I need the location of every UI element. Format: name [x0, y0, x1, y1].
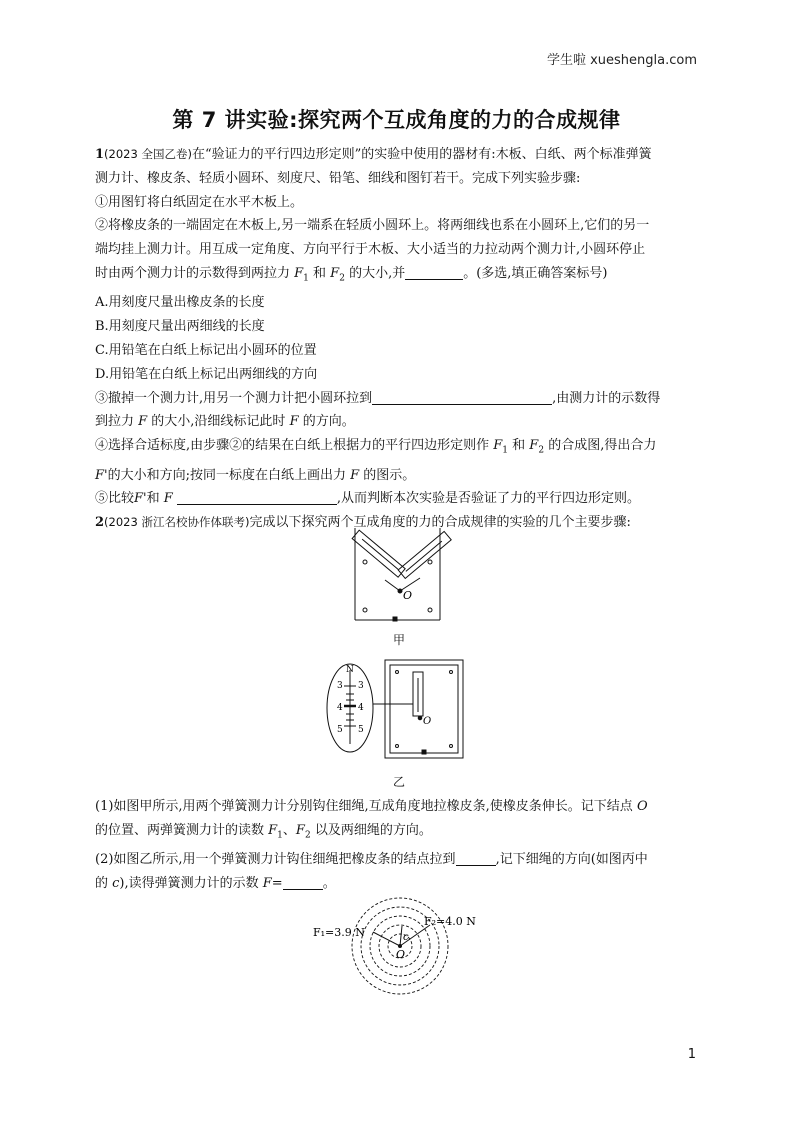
q1-line-2: 测力计、橡皮条、轻质小圆环、刻度尺、铅笔、细线和图钉若干。完成下列实验步骤:: [95, 170, 581, 186]
q2-part-2a: (2)如图乙所示,用一个弹簧测力计钩住细绳把橡皮条的结点拉到 ,记下细绳的方向(如图丙中: [95, 852, 648, 868]
q1-line-1: [95, 143, 700, 167]
q1-text: 在“验证力的平行四边形定则”的实验中使用的器材有:木板、白纸、两个标准弹簧: [191, 147, 652, 162]
q1-step-3b: 到拉力 F 的大小,沿细线标记此时 F 的方向。: [95, 414, 355, 430]
q2-number: 2: [95, 515, 105, 531]
string-left: [385, 580, 400, 591]
q1-step-2a: ②将橡皮条的一端固定在木板上,另一端系在轻质小圆环上。将两细线也系在小圆环上,它们的另一: [95, 218, 650, 234]
svg-text:4: 4: [358, 703, 364, 713]
q1-step-2c: 时由两个测力计的示数得到两拉力 $F_1$ 和 $F_2$ 的大小,并 。(多选,填正确答案标号): [95, 265, 608, 284]
q2-part-2b: 的 c),读得弹簧测力计的示数 F= 。: [95, 875, 336, 891]
rubber-band-anchor: [422, 750, 426, 754]
label-c: c: [403, 932, 409, 943]
string-f1: [373, 932, 400, 946]
label-o: O: [403, 589, 413, 602]
answer-blank-4[interactable]: [456, 851, 496, 866]
figure-jia: [330, 528, 470, 628]
q1-step-4b: F'的大小和方向;按同一标度在白纸上画出力 F 的图示。: [95, 467, 416, 483]
svg-text:5: 5: [337, 725, 343, 735]
svg-text:3: 3: [358, 681, 364, 691]
knot-o: [398, 589, 402, 593]
pin-icon: [428, 608, 432, 612]
label-o: O: [396, 948, 406, 961]
svg-text:5: 5: [358, 725, 364, 735]
svg-text:3: 3: [337, 681, 343, 691]
pin-icon: [363, 608, 367, 612]
question-content: [95, 143, 700, 535]
svg-text:N: N: [346, 665, 354, 675]
answer-blank-3[interactable]: [177, 490, 337, 505]
pin-icon: [363, 560, 367, 564]
figure-yi-label: 乙: [393, 775, 406, 789]
spring-scale-left: [352, 530, 405, 577]
q1-step-4a: ④选择合适标度,由步骤②的结果在白纸上根据力的平行四边形定则作 $F_1$ 和 $F_2$ 的合成图,得出合力: [95, 438, 657, 456]
q1-step-5: ⑤比较F'和 F ,从而判断本次实验是否验证了力的平行四边形定则。: [95, 491, 641, 507]
watermark: 学生啦 xueshengla.com: [546, 53, 697, 68]
option-a: A.用刻度尺量出橡皮条的长度: [95, 295, 265, 311]
spring-scale-right: [398, 531, 451, 578]
label-f1: F₁=3.9 N: [313, 926, 365, 939]
q2-line-1: 2(2023 浙江名校协作体联考)完成以下探究两个互成角度的力的合成规律的实验的几个主要步骤:: [95, 515, 631, 531]
option-d: D.用铅笔在白纸上标记出两细线的方向: [95, 366, 318, 382]
label-f2: F₂=4.0 N: [424, 915, 476, 928]
q1-number: 1: [95, 147, 105, 162]
q2-source: (2023 浙江名校协作体联考): [104, 515, 250, 530]
page-title: 第 7 讲实验:探究两个互成角度的力的合成规律: [172, 108, 621, 132]
answer-blank-1[interactable]: [405, 265, 463, 280]
q1-step-3a: ③撤掉一个测力计,用另一个测力计把小圆环拉到 ,由测力计的示数得: [95, 390, 661, 406]
figure-yi: [325, 656, 470, 766]
label-o: O: [423, 716, 432, 727]
q2-parts: [95, 795, 700, 896]
q2-part-1a: (1)如图甲所示,用两个弹簧测力计分别钩住细绳,互成角度地拉橡皮条,使橡皮条伸长。记下结点 O: [95, 799, 648, 814]
answer-blank-2[interactable]: [372, 390, 552, 405]
option-c: C.用铅笔在白纸上标记出小圆环的位置: [95, 342, 317, 358]
rubber-band-anchor: [393, 617, 397, 621]
q1-step-2b: 端均挂上测力计。用互成一定角度、方向平行于木板、大小适当的力拉动两个测力计,小圆环停止: [95, 242, 646, 258]
q2-part-1b: 的位置、两弹簧测力计的读数 $F_1$、$F_2$ 以及两细绳的方向。: [95, 822, 432, 841]
option-b: B.用刻度尺量出两细线的长度: [95, 319, 265, 335]
page-number: 1: [687, 1047, 696, 1062]
q1-source: (2023 全国乙卷): [104, 147, 192, 161]
figure-jia-label: 甲: [393, 633, 406, 647]
figure-bing: [310, 888, 490, 1000]
board-outer: [385, 660, 463, 758]
q1-step-1: ①用图钉将白纸固定在水平木板上。: [95, 194, 304, 210]
board-inner: [390, 665, 458, 753]
knot-o: [418, 716, 422, 720]
pin-icon: [428, 560, 432, 564]
string-c: [400, 926, 402, 946]
svg-text:4: 4: [337, 703, 343, 713]
